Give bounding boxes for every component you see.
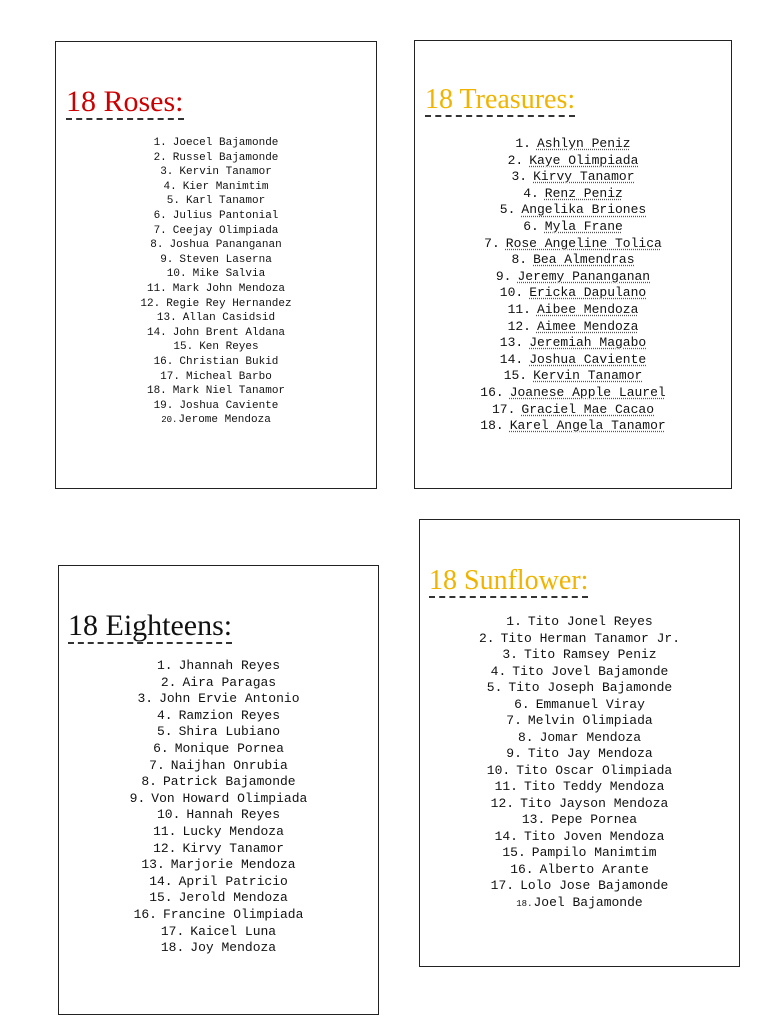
- list-item: [56, 267, 376, 282]
- list-item: [56, 355, 376, 370]
- item-name: Mike Salvia: [192, 268, 266, 281]
- item-number: 5.: [486, 680, 503, 695]
- item-name: Tito Ramsey Peniz: [523, 647, 657, 662]
- list-item: [415, 368, 731, 385]
- item-name: Kaicel Luna: [190, 923, 277, 939]
- roses-list: [56, 136, 376, 428]
- list-item: [56, 340, 376, 355]
- item-number: 10.: [486, 762, 511, 778]
- list-item: [415, 385, 731, 402]
- item-number: 16.: [153, 355, 174, 368]
- item-number: 17.: [491, 401, 516, 417]
- list-item: [415, 319, 731, 336]
- list-item: [59, 940, 378, 957]
- item-number: 14.: [146, 326, 167, 339]
- item-name: Ramzion Reyes: [178, 707, 281, 723]
- item-name: Julius Pantonial: [172, 209, 279, 222]
- list-item: [59, 807, 378, 824]
- list-item: [56, 180, 376, 195]
- item-name: Joel Bajamonde: [533, 894, 643, 910]
- item-number: 9.: [506, 746, 522, 761]
- list-item: [415, 186, 731, 203]
- item-number: 3.: [160, 166, 174, 179]
- item-name: Lolo Jose Bajamonde: [520, 878, 669, 893]
- item-name: Marjorie Mendoza: [170, 857, 296, 873]
- item-name: Jomar Mendoza: [539, 729, 642, 745]
- sunflower-card: [419, 519, 740, 967]
- item-name: Christian Bukid: [179, 355, 279, 368]
- treasures-card: [414, 40, 732, 489]
- item-name: Joanese Apple Laurel: [509, 384, 666, 400]
- item-number: 17.: [160, 370, 180, 383]
- item-name: John Brent Aldana: [172, 326, 286, 339]
- item-number: 10.: [156, 807, 181, 823]
- item-name: Regie Rey Hernandez: [166, 297, 292, 310]
- item-number: 5.: [499, 202, 516, 218]
- item-name: Alberto Arante: [539, 861, 649, 877]
- item-number: 11.: [507, 301, 531, 317]
- list-item: [59, 658, 378, 675]
- item-number: 1.: [156, 658, 173, 673]
- list-item: [420, 779, 739, 796]
- list-item: [59, 708, 378, 725]
- item-name: Mark Niel Tanamor: [172, 385, 286, 398]
- sunflower-title: 18 Sunflower:: [429, 565, 589, 596]
- item-name: Aimee Mendoza: [536, 318, 639, 334]
- item-name: Jhannah Reyes: [178, 658, 281, 673]
- list-item: [420, 763, 739, 780]
- item-name: April Patricio: [178, 873, 288, 889]
- item-name: Tito Jonel Reyes: [527, 614, 653, 629]
- item-number: 3.: [511, 169, 528, 185]
- item-name: Renz Peniz: [544, 185, 623, 201]
- item-name: Monique Pornea: [174, 740, 284, 756]
- item-number: 12.: [507, 318, 531, 334]
- list-item: [420, 730, 739, 747]
- item-number: 12.: [490, 795, 515, 811]
- list-item: [56, 194, 376, 209]
- item-name: Karl Tanamor: [185, 195, 266, 208]
- item-name: Jerold Mendoza: [178, 890, 288, 906]
- list-item: [56, 297, 376, 312]
- item-name: Melvin Olimpiada: [527, 713, 653, 728]
- item-name: Angelika Briones: [521, 202, 647, 218]
- item-name: Tito Jayson Mendoza: [520, 795, 669, 811]
- list-item: [59, 874, 378, 891]
- item-name: Von Howard Olimpiada: [151, 790, 308, 806]
- item-number: 17.: [160, 923, 185, 939]
- item-number: 14.: [149, 873, 173, 889]
- list-item: [59, 675, 378, 692]
- item-number: 10.: [166, 268, 187, 281]
- item-number: 15.: [502, 845, 526, 860]
- item-number: 8.: [150, 239, 164, 252]
- item-number: 19.: [153, 399, 174, 412]
- item-number: 17.: [490, 878, 515, 893]
- list-item: [420, 878, 739, 895]
- sunflower-list: [420, 614, 739, 912]
- item-name: Russel Bajamonde: [172, 151, 279, 164]
- list-item: [420, 713, 739, 730]
- list-item: [420, 845, 739, 862]
- item-number: 18.: [516, 898, 533, 909]
- item-number: 16.: [480, 384, 504, 400]
- list-item: [56, 384, 376, 399]
- list-item: [415, 136, 731, 153]
- item-number: 18.: [160, 940, 185, 956]
- list-item: [56, 282, 376, 297]
- list-item: [59, 741, 378, 758]
- item-name: Pampilo Manimtim: [531, 845, 657, 860]
- item-name: Jerome Mendoza: [178, 414, 271, 427]
- item-number: 6.: [153, 740, 169, 756]
- item-name: Joshua Pananganan: [169, 239, 282, 252]
- list-item: [56, 136, 376, 151]
- item-name: Tito Joseph Bajamonde: [508, 680, 673, 695]
- item-name: Patrick Bajamonde: [162, 774, 296, 790]
- list-item: [415, 335, 731, 352]
- item-name: Shira Lubiano: [178, 724, 281, 740]
- eighteens-title: 18 Eighteens:: [68, 609, 233, 642]
- item-number: 8.: [517, 729, 534, 745]
- list-item: [56, 413, 376, 428]
- list-item: [59, 890, 378, 907]
- item-number: 6.: [514, 696, 530, 712]
- item-name: Tito Oscar Olimpiada: [516, 762, 673, 778]
- list-item: [420, 862, 739, 879]
- item-name: Ceejay Olimpiada: [172, 224, 279, 237]
- list-item: [415, 352, 731, 369]
- item-name: Allan Casidsid: [182, 312, 276, 325]
- list-item: [420, 895, 739, 913]
- item-name: Kirvy Tanamor: [533, 169, 635, 185]
- treasures-list: [415, 136, 731, 435]
- item-name: John Ervie Antonio: [159, 691, 300, 707]
- item-number: 7.: [149, 757, 165, 773]
- item-name: Rose Angeline Tolica: [505, 235, 662, 251]
- item-number: 9.: [160, 253, 174, 266]
- list-item: [415, 418, 731, 435]
- item-number: 1.: [515, 136, 531, 151]
- item-name: Francine Olimpiada: [162, 906, 304, 922]
- item-name: Hannah Reyes: [186, 807, 281, 823]
- item-name: Joshua Caviente: [529, 351, 647, 367]
- item-name: Steven Laserna: [179, 253, 272, 266]
- list-item: [56, 224, 376, 239]
- list-item: [420, 796, 739, 813]
- list-item: [59, 774, 378, 791]
- item-number: 14.: [494, 828, 518, 844]
- list-item: [420, 647, 739, 664]
- item-number: 16.: [133, 906, 157, 922]
- item-number: 13.: [499, 335, 524, 351]
- item-number: 7.: [484, 235, 500, 251]
- list-item: [415, 285, 731, 302]
- list-item: [420, 829, 739, 846]
- item-name: Pepe Pornea: [551, 812, 638, 827]
- list-item: [59, 857, 378, 874]
- item-name: Kirvy Tanamor: [182, 840, 284, 856]
- item-name: Tito Jovel Bajamonde: [512, 663, 669, 679]
- item-name: Joy Mendoza: [190, 940, 277, 956]
- item-number: 15.: [173, 341, 194, 354]
- roses-title: 18 Roses:: [66, 85, 184, 118]
- item-number: 15.: [149, 890, 173, 906]
- item-number: 11.: [494, 779, 518, 794]
- list-item: [59, 907, 378, 924]
- item-number: 13.: [156, 312, 177, 325]
- item-number: 16.: [510, 861, 534, 877]
- item-name: Micheal Barbo: [185, 370, 272, 383]
- list-item: [56, 253, 376, 268]
- item-name: Tito Jay Mendoza: [527, 746, 653, 761]
- item-number: 11.: [153, 823, 177, 839]
- item-name: Kervin Tanamor: [533, 368, 643, 384]
- item-number: 12.: [140, 297, 161, 310]
- list-item: [59, 924, 378, 941]
- item-number: 12.: [153, 840, 177, 856]
- item-number: 4.: [163, 180, 177, 193]
- item-name: Graciel Mae Cacao: [521, 401, 655, 417]
- list-item: [56, 238, 376, 253]
- item-number: 7.: [153, 224, 167, 237]
- item-name: Lucky Mendoza: [182, 823, 284, 839]
- item-number: 8.: [511, 252, 528, 268]
- item-name: Ericka Dapulano: [529, 285, 647, 301]
- list-item: [420, 631, 739, 648]
- item-name: Emmanuel Viray: [535, 696, 645, 712]
- item-number: 6.: [153, 209, 167, 222]
- list-item: [420, 746, 739, 763]
- item-number: 1.: [153, 137, 167, 149]
- item-number: 2.: [153, 151, 167, 164]
- item-name: Ken Reyes: [199, 341, 259, 354]
- item-number: 18.: [480, 418, 504, 434]
- item-number: 20.: [161, 415, 178, 426]
- list-item: [420, 614, 739, 631]
- list-item: [59, 724, 378, 741]
- list-item: [415, 169, 731, 186]
- item-number: 6.: [523, 218, 539, 234]
- list-item: [415, 402, 731, 419]
- list-item: [420, 664, 739, 681]
- list-item: [415, 252, 731, 269]
- list-item: [56, 209, 376, 224]
- list-item: [59, 758, 378, 775]
- list-item: [59, 824, 378, 841]
- item-number: 4.: [490, 663, 507, 679]
- eighteens-list: [59, 658, 378, 957]
- item-name: Tito Teddy Mendoza: [523, 779, 665, 794]
- item-name: Joshua Caviente: [179, 399, 279, 412]
- list-item: [56, 165, 376, 180]
- item-number: 14.: [499, 351, 524, 367]
- list-item: [56, 311, 376, 326]
- list-item: [59, 841, 378, 858]
- item-number: 13.: [521, 812, 546, 827]
- item-number: 13.: [141, 857, 165, 873]
- roses-card: [55, 41, 377, 489]
- item-number: 4.: [523, 185, 539, 201]
- item-number: 3.: [137, 691, 154, 707]
- treasures-title: 18 Treasures:: [425, 84, 576, 115]
- item-number: 2.: [507, 152, 524, 168]
- item-number: 7.: [506, 713, 522, 728]
- eighteens-card: [58, 565, 379, 1015]
- item-number: 18.: [146, 385, 167, 398]
- item-number: 5.: [156, 724, 173, 740]
- item-number: 10.: [499, 285, 524, 301]
- item-name: Tito Joven Mendoza: [523, 828, 665, 844]
- item-name: Myla Frane: [544, 218, 623, 234]
- item-name: Ashlyn Peniz: [536, 136, 631, 151]
- list-item: [415, 153, 731, 170]
- list-item: [420, 812, 739, 829]
- list-item: [415, 302, 731, 319]
- item-number: 11.: [146, 282, 167, 295]
- list-item: [420, 680, 739, 697]
- list-item: [415, 236, 731, 253]
- item-name: Aibee Mendoza: [536, 301, 639, 317]
- item-number: 15.: [503, 368, 528, 384]
- item-number: 3.: [502, 647, 518, 662]
- item-number: 2.: [160, 674, 177, 690]
- item-name: Jeremy Pananganan: [517, 268, 651, 284]
- item-number: 8.: [141, 774, 157, 790]
- list-item: [56, 326, 376, 341]
- item-name: Naijhan Onrubia: [170, 757, 288, 773]
- list-item: [56, 399, 376, 414]
- list-item: [56, 151, 376, 166]
- list-item: [59, 791, 378, 808]
- list-item: [56, 370, 376, 385]
- item-name: Kier Manimtim: [182, 180, 269, 193]
- list-item: [415, 202, 731, 219]
- item-number: 4.: [156, 707, 173, 723]
- list-item: [415, 269, 731, 286]
- item-name: Jeremiah Magabo: [529, 335, 647, 351]
- list-item: [420, 697, 739, 714]
- item-name: Joecel Bajamonde: [172, 137, 279, 149]
- item-name: Bea Almendras: [533, 252, 635, 268]
- item-number: 9.: [495, 268, 512, 284]
- item-name: Kaye Olimpiada: [529, 152, 639, 168]
- item-name: Mark John Mendoza: [172, 282, 286, 295]
- list-item: [59, 691, 378, 708]
- item-name: Karel Angela Tanamor: [509, 418, 666, 434]
- item-number: 1.: [506, 614, 522, 629]
- item-name: Aira Paragas: [182, 674, 277, 690]
- item-number: 9.: [129, 790, 146, 806]
- item-name: Tito Herman Tanamor Jr.: [500, 630, 681, 646]
- item-name: Kervin Tanamor: [179, 166, 272, 179]
- item-number: 2.: [478, 630, 495, 646]
- item-number: 5.: [166, 195, 180, 208]
- list-item: [415, 219, 731, 236]
